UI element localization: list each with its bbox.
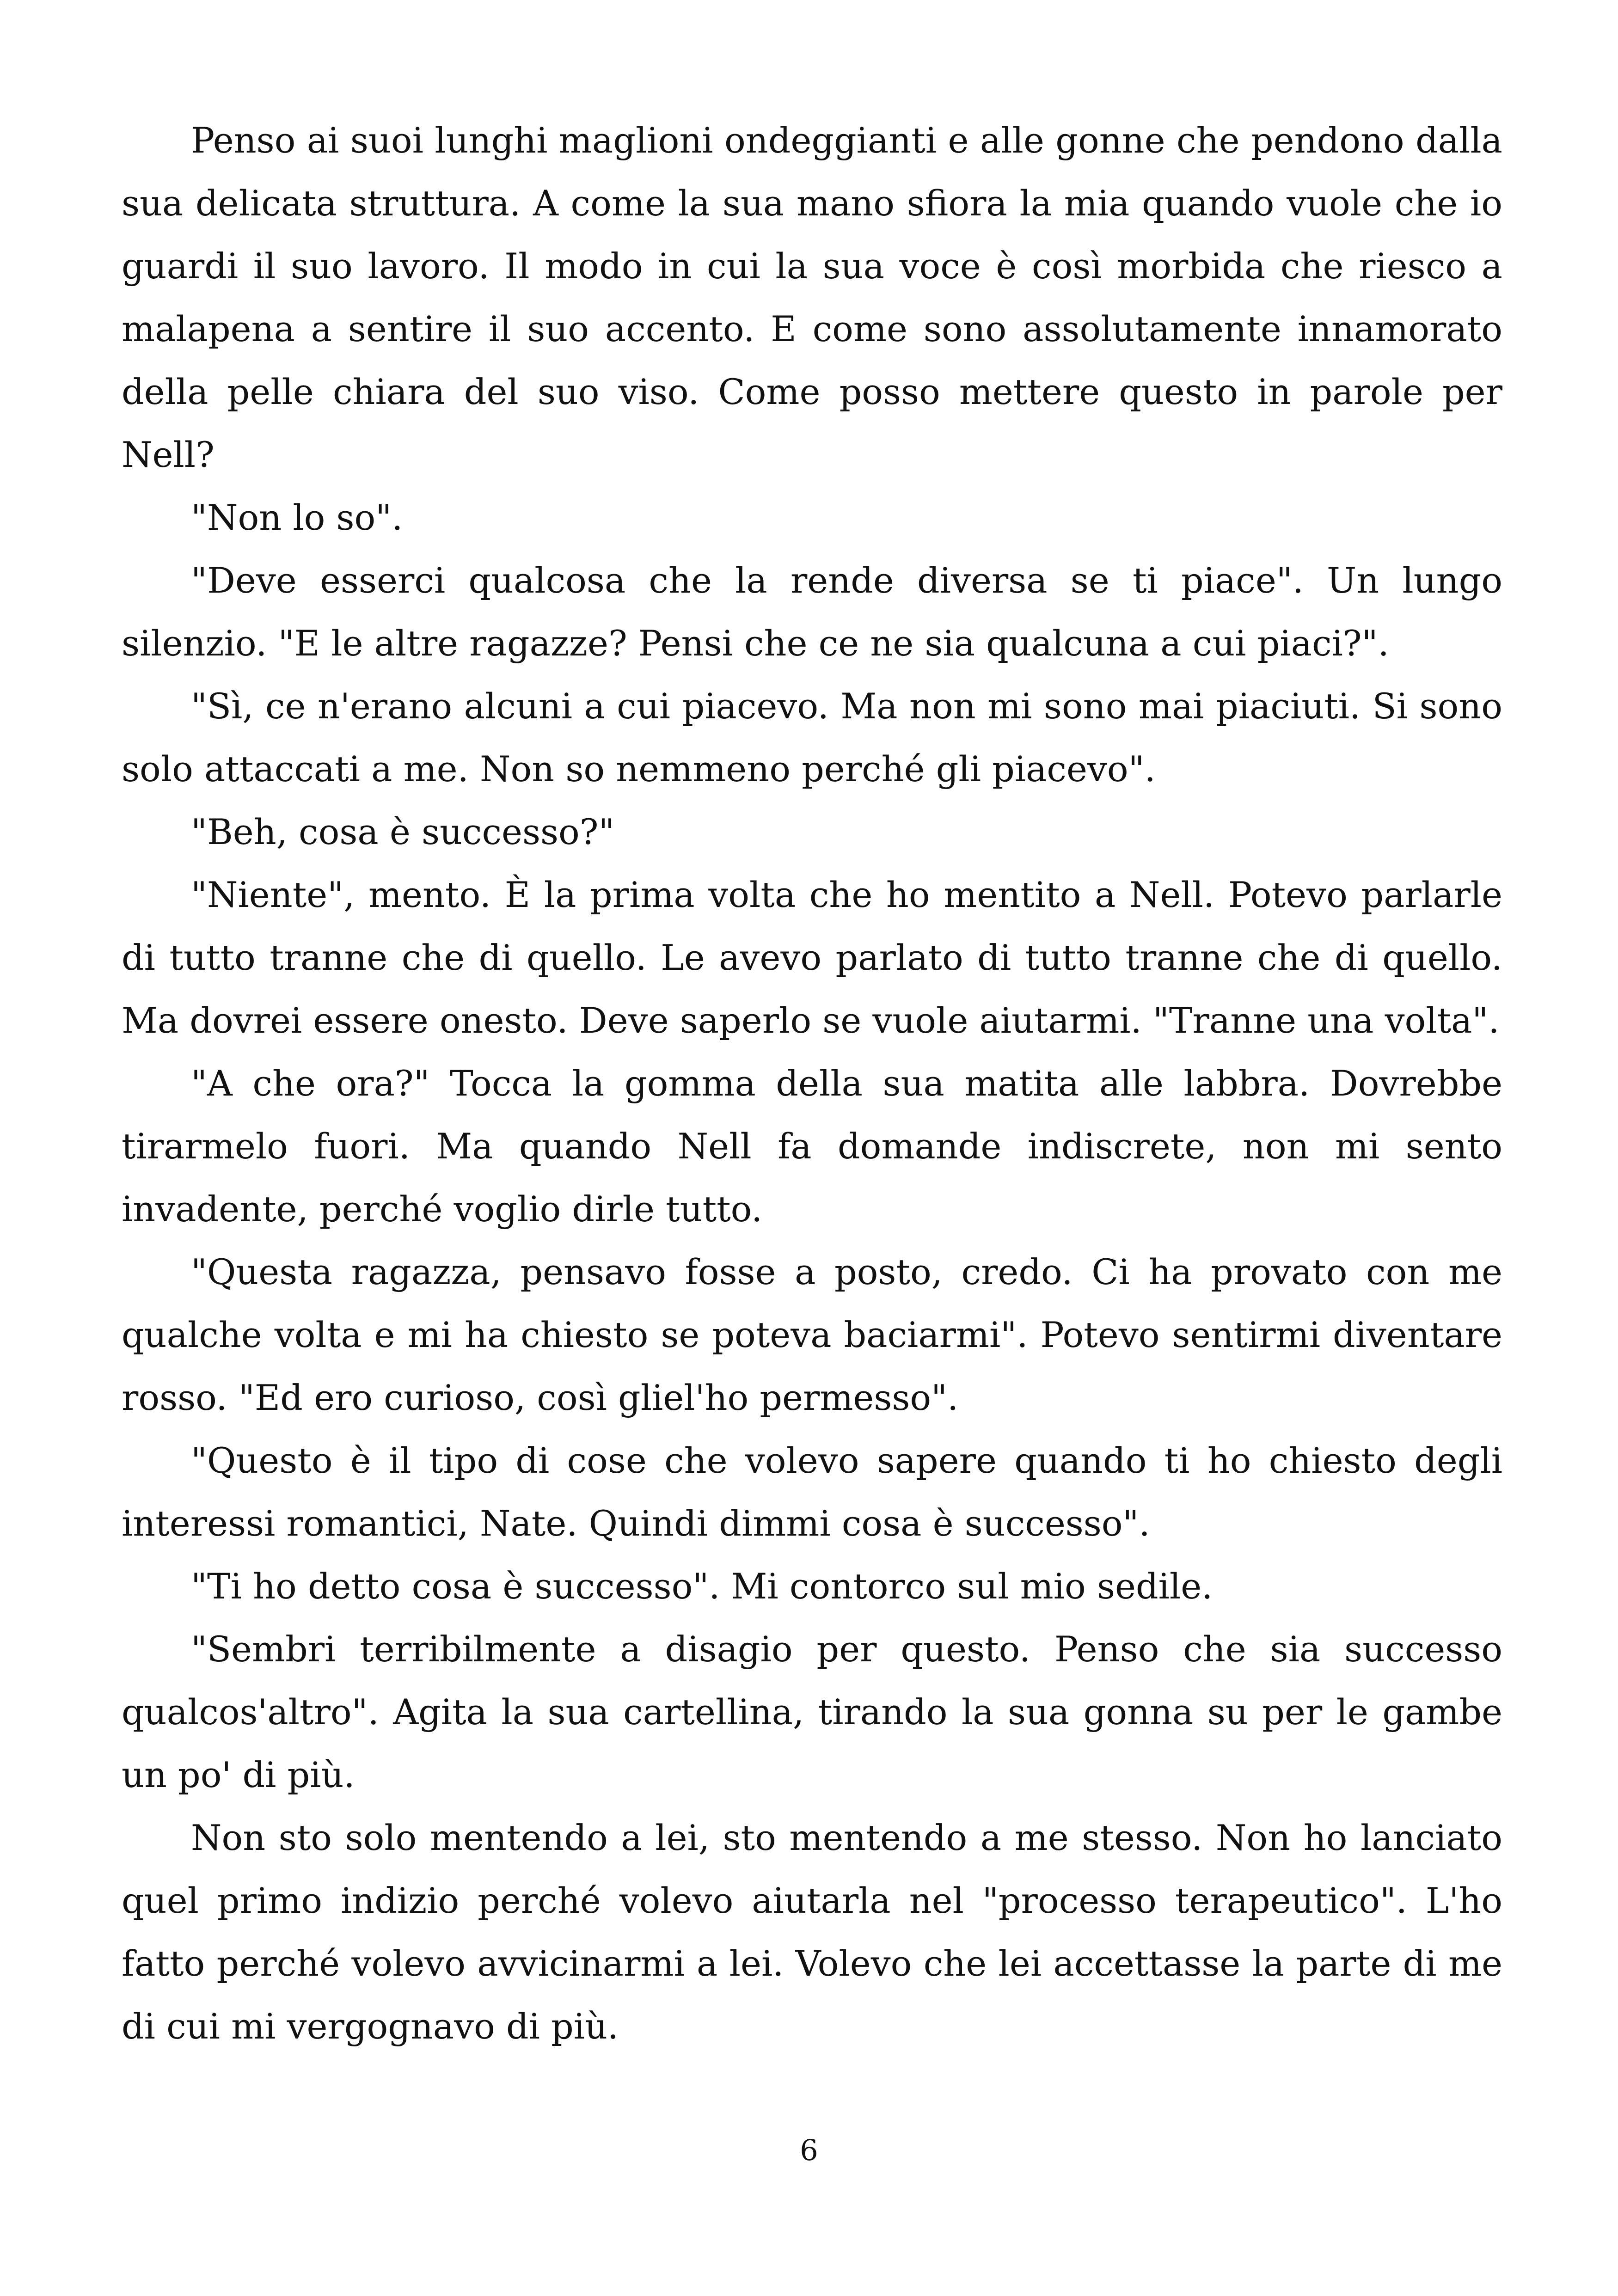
paragraph-2: "Non lo so". [191, 497, 403, 538]
paragraph-11: "Sembri terribilmente a disagio per questo. Penso che sia successo qualcos'altro". Agita la sua cartellina, tirando la sua gonna su per le gambe un po' di più. [122, 1629, 1502, 1795]
paragraph-8: "Questa ragazza, pensavo fosse a posto, credo. Ci ha provato con me qualche volta e mi ha chiesto se poteva baciarmi". Potevo sentirmi diventare rosso. "Ed ero curioso, così gliel'ho permesso". [122, 1251, 1502, 1418]
body-text [122, 109, 1502, 2058]
paragraph-10: "Ti ho detto cosa è successo". Mi contorco sul mio sedile. [191, 1566, 1213, 1607]
paragraph-6: "Niente", mento. È la prima volta che ho mentito a Nell. Potevo parlarle di tutto tranne che di quello. Le avevo parlato di tutto tranne che di quello. Ma dovrei essere onesto. Deve saperlo se vuole aiutarmi. "Tranne una volta". [122, 874, 1502, 1041]
paragraph-1: Penso ai suoi lunghi maglioni ondeggianti e alle gonne che pendono dalla sua delicata struttura. A come la sua mano sfiora la mia quando vuole che io guardi il suo lavoro. Il modo in cui la sua voce è così morbida che riesco a malapena a sentire il suo accento. E come sono assolutamente innamorato della pelle chiara del suo viso. Come posso mettere questo in parole per Nell? [122, 120, 1502, 475]
paragraph-4: "Sì, ce n'erano alcuni a cui piacevo. Ma non mi sono mai piaciuti. Si sono solo attaccati a me. Non so nemmeno perché gli piacevo". [122, 686, 1502, 790]
page-number: 6 [800, 2133, 818, 2167]
paragraph-3: "Deve esserci qualcosa che la rende diversa se ti piace". Un lungo silenzio. "E le altre ragazze? Pensi che ce ne sia qualcuna a cui piaci?". [122, 560, 1502, 664]
paragraph-9: "Questo è il tipo di cose che volevo sapere quando ti ho chiesto degli interessi romantici, Nate. Quindi dimmi cosa è successo". [122, 1440, 1502, 1544]
paragraph-5: "Beh, cosa è successo?" [191, 811, 615, 852]
paragraph-12: Non sto solo mentendo a lei, sto mentendo a me stesso. Non ho lanciato quel primo indizio perché volevo aiutarla nel "processo terapeutico". L'ho fatto perché volevo avvicinarmi a lei. Volevo che lei accettasse la parte di me di cui mi vergognavo di più. [122, 1817, 1502, 2047]
paragraph-7: "A che ora?" Tocca la gomma della sua matita alle labbra. Dovrebbe tirarmelo fuori. Ma quando Nell fa domande indiscrete, non mi sento invadente, perché voglio dirle tutto. [122, 1063, 1502, 1230]
